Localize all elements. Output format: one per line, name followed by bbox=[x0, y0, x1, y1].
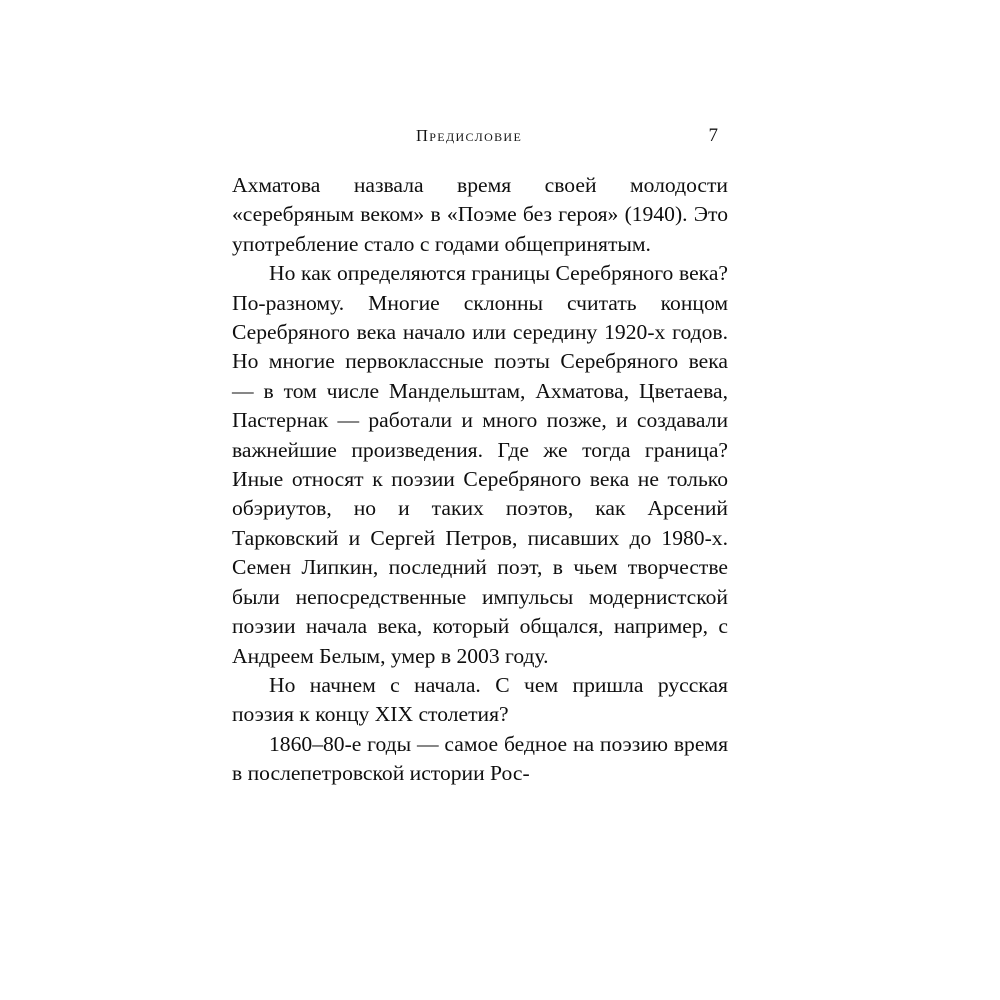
paragraph: Ахматова назвала время своей молодости «серебряным веком» в «Поэме без героя» (1940). Это употребление стало с годами общепринятым. bbox=[232, 173, 728, 256]
running-head-title: Предисловие bbox=[416, 126, 523, 145]
paragraph: Но начнем с начала. С чем пришла русская поэзия к концу XIX столетия? bbox=[232, 672, 728, 727]
page-number: 7 bbox=[708, 125, 718, 146]
paragraph: Но как определяются границы Серебряного века? По-разному. Многие склонны считать концом Серебряного века начало или середину 1920-х годов. Но многие первоклассные поэты Серебряного века — в том числе Мандельштам, Ахматова, Цветаева, Пастернак — работали и много позже, и создавали важнейшие произведения. Где же тогда граница? Иные относят к поэзии Серебряного века не только обэриутов, но и таких поэтов, как Арсений Тарковский и Сергей Петров, писавших до 1980-х. Семен Липкин, последний поэт, в чьем творчестве были непосредственные импульсы модернистской поэзии начала века, который общался, например, с Андреем Белым, умер в 2003 году. bbox=[232, 261, 728, 668]
body-text bbox=[232, 171, 728, 789]
running-head bbox=[232, 126, 727, 152]
paragraph: 1860–80-е годы — самое бедное на поэзию время в послепетровской истории Рос- bbox=[232, 731, 728, 786]
